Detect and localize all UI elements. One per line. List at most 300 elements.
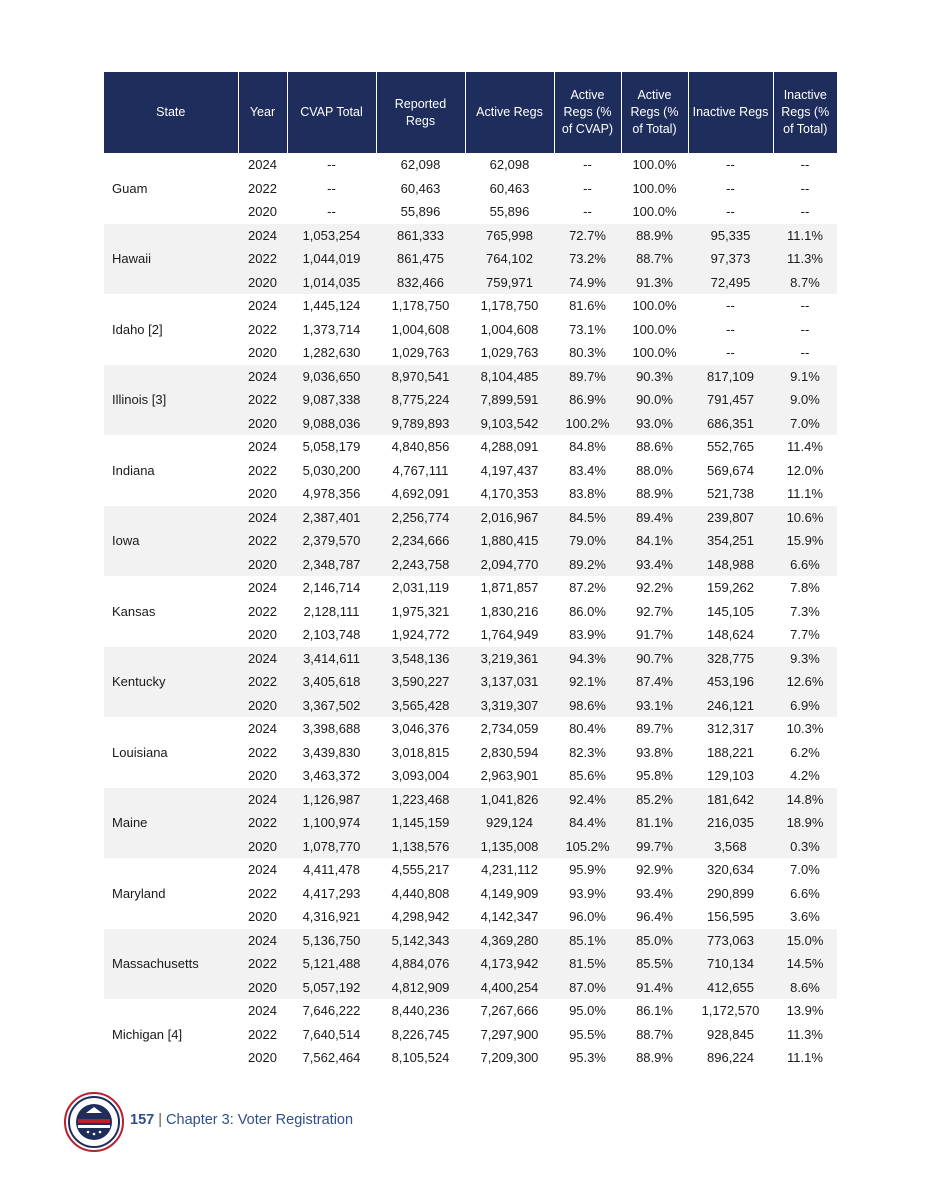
- cvap-total-cell: 4,978,356: [302, 486, 361, 502]
- active-pct-total-cell: 88.9%: [636, 1050, 673, 1066]
- year-cell: 2020: [248, 1050, 277, 1066]
- state-group: [104, 224, 837, 295]
- active-pct-cvap-cell: 84.4%: [554, 811, 621, 835]
- year-cell: 2022: [238, 811, 287, 835]
- reported-regs-cell: 2,243,758: [376, 553, 465, 577]
- reported-regs-cell: 4,812,909: [376, 976, 465, 1000]
- cvap-total-cell: 7,640,514: [302, 1026, 361, 1042]
- active-pct-total-cell: 95.8%: [636, 768, 673, 784]
- inactive-regs-cell: 181,642: [688, 788, 773, 812]
- inactive-pct-cell: 7.0%: [773, 412, 837, 436]
- active-regs-cell: 1,178,750: [480, 298, 539, 314]
- reported-regs-cell: 861,333: [376, 224, 465, 248]
- cvap-total-cell: 2,128,111: [303, 603, 360, 619]
- inactive-regs-cell: 710,134: [688, 952, 773, 976]
- table-row: [104, 929, 837, 953]
- table-row: [104, 576, 837, 600]
- cvap-total-cell: 2,103,748: [302, 627, 361, 643]
- active-pct-cvap-cell: 87.2%: [569, 580, 606, 596]
- reported-regs-cell: 1,924,772: [391, 627, 450, 643]
- active-regs-cell: 765,998: [465, 224, 554, 248]
- active-pct-cvap-cell: 73.2%: [554, 247, 621, 271]
- reported-regs-cell: 1,178,750: [391, 298, 450, 314]
- inactive-pct-cell: 7.3%: [790, 603, 820, 619]
- inactive-pct-cell: 6.6%: [773, 553, 837, 577]
- year-cell: 2020: [238, 553, 287, 577]
- active-pct-total-cell: 88.7%: [636, 1026, 673, 1042]
- cvap-total-cell: 2,146,714: [302, 580, 361, 596]
- reported-regs-cell: 3,565,428: [376, 694, 465, 718]
- inactive-regs-cell: 354,251: [688, 529, 773, 553]
- cvap-total-cell: 4,316,921: [302, 909, 361, 925]
- active-regs-cell: 2,734,059: [480, 721, 539, 737]
- active-pct-cvap-cell: --: [583, 204, 592, 220]
- active-pct-cvap-cell: 96.0%: [569, 909, 606, 925]
- inactive-regs-cell: 552,765: [707, 439, 754, 455]
- chapter-title: Chapter 3: Voter Registration: [166, 1112, 354, 1128]
- cvap-total-cell: 7,562,464: [302, 1050, 361, 1066]
- inactive-regs-cell: 928,845: [707, 1026, 754, 1042]
- active-pct-total-cell: 100.0%: [632, 180, 677, 196]
- state-name-cell: Maryland: [112, 885, 166, 901]
- table-row: [104, 858, 837, 882]
- reported-regs-cell: 8,970,541: [376, 365, 465, 389]
- reported-regs-cell: 1,029,763: [391, 345, 450, 361]
- active-regs-cell: 3,219,361: [465, 647, 554, 671]
- active-regs-cell: 4,170,353: [480, 486, 539, 502]
- reported-regs-cell: 9,789,893: [376, 412, 465, 436]
- cvap-total-cell: 1,044,019: [287, 247, 376, 271]
- table-row: [104, 506, 837, 530]
- cvap-total-cell: 3,414,611: [287, 647, 376, 671]
- reported-regs-cell: 832,466: [376, 271, 465, 295]
- state-group: [104, 647, 837, 718]
- inactive-pct-cell: 9.0%: [773, 388, 837, 412]
- inactive-pct-cell: --: [800, 157, 810, 173]
- reported-regs-cell: 4,840,856: [391, 439, 450, 455]
- active-pct-total-cell: 93.0%: [621, 412, 688, 436]
- reported-regs-cell: 4,767,111: [392, 462, 449, 478]
- state-group: [104, 506, 837, 577]
- table-row: [104, 224, 837, 248]
- inactive-regs-cell: 145,105: [707, 603, 754, 619]
- inactive-regs-cell: 156,595: [707, 909, 754, 925]
- active-pct-cvap-cell: 95.3%: [569, 1050, 606, 1066]
- inactive-pct-cell: 3.6%: [790, 909, 820, 925]
- inactive-pct-cell: 9.3%: [773, 647, 837, 671]
- inactive-regs-cell: 72,495: [688, 271, 773, 295]
- state-group: [104, 576, 837, 647]
- inactive-pct-cell: 6.9%: [773, 694, 837, 718]
- state-group: [104, 153, 837, 224]
- table-row: [104, 717, 837, 741]
- state-group: [104, 929, 837, 1000]
- inactive-regs-cell: --: [726, 345, 735, 361]
- inactive-regs-cell: 148,624: [707, 627, 754, 643]
- state-name-cell: Massachusetts: [104, 929, 238, 1000]
- active-pct-cvap-cell: 85.6%: [569, 768, 606, 784]
- active-regs-cell: 1,029,763: [480, 345, 539, 361]
- inactive-regs-cell: 453,196: [688, 670, 773, 694]
- year-cell: 2022: [238, 247, 287, 271]
- active-pct-cvap-cell: 87.0%: [554, 976, 621, 1000]
- active-regs-cell: 2,094,770: [465, 553, 554, 577]
- inactive-pct-cell: 14.5%: [773, 952, 837, 976]
- active-regs-cell: 3,137,031: [465, 670, 554, 694]
- inactive-pct-cell: 12.0%: [786, 462, 824, 478]
- year-cell: 2024: [248, 298, 277, 314]
- reported-regs-cell: 1,004,608: [391, 321, 450, 337]
- active-pct-cvap-cell: 93.9%: [569, 885, 606, 901]
- active-pct-cvap-cell: 83.9%: [569, 627, 606, 643]
- year-cell: 2024: [238, 647, 287, 671]
- year-cell: 2022: [238, 670, 287, 694]
- active-pct-total-cell: 87.4%: [621, 670, 688, 694]
- active-pct-total-cell: 92.9%: [636, 862, 673, 878]
- active-pct-cvap-cell: 81.6%: [569, 298, 606, 314]
- inactive-regs-cell: 97,373: [688, 247, 773, 271]
- year-cell: 2024: [248, 580, 277, 596]
- reported-regs-cell: 55,896: [400, 204, 441, 220]
- reported-regs-cell: 4,884,076: [376, 952, 465, 976]
- year-cell: 2020: [248, 486, 277, 502]
- state-group: [104, 999, 837, 1070]
- reported-regs-cell: 3,018,815: [391, 744, 450, 760]
- year-cell: 2024: [248, 157, 277, 173]
- inactive-regs-cell: 569,674: [707, 462, 754, 478]
- active-pct-cvap-cell: 72.7%: [554, 224, 621, 248]
- cvap-total-cell: --: [327, 204, 336, 220]
- active-regs-cell: 1,135,008: [465, 835, 554, 859]
- active-regs-cell: 4,400,254: [465, 976, 554, 1000]
- year-cell: 2024: [238, 929, 287, 953]
- active-pct-total-cell: 88.7%: [621, 247, 688, 271]
- year-cell: 2020: [248, 204, 277, 220]
- inactive-regs-cell: 159,262: [707, 580, 754, 596]
- reported-regs-cell: 3,046,376: [391, 721, 450, 737]
- inactive-regs-cell: 148,988: [688, 553, 773, 577]
- inactive-pct-cell: 7.7%: [790, 627, 820, 643]
- active-pct-cvap-cell: 84.8%: [569, 439, 606, 455]
- active-regs-cell: 759,971: [465, 271, 554, 295]
- cvap-total-cell: 2,379,570: [287, 529, 376, 553]
- state-group: [104, 365, 837, 436]
- active-pct-total-cell: 100.0%: [632, 345, 677, 361]
- state-name-cell: Idaho [2]: [112, 321, 163, 337]
- active-pct-cvap-cell: --: [583, 157, 592, 173]
- inactive-pct-cell: 11.1%: [773, 224, 837, 248]
- year-cell: 2022: [248, 321, 277, 337]
- footer-separator: |: [158, 1112, 163, 1128]
- year-cell: 2020: [248, 627, 277, 643]
- active-pct-total-cell: 92.2%: [636, 580, 673, 596]
- reported-regs-cell: 3,093,004: [391, 768, 450, 784]
- active-regs-cell: 4,369,280: [465, 929, 554, 953]
- inactive-regs-cell: 129,103: [707, 768, 754, 784]
- active-pct-cvap-cell: 80.4%: [569, 721, 606, 737]
- header-state: State: [104, 72, 238, 153]
- cvap-total-cell: 5,058,179: [302, 439, 361, 455]
- active-regs-cell: 1,004,608: [480, 321, 539, 337]
- cvap-total-cell: 9,087,338: [287, 388, 376, 412]
- state-name-cell: Illinois [3]: [104, 365, 238, 436]
- year-cell: 2020: [238, 694, 287, 718]
- inactive-regs-cell: 216,035: [688, 811, 773, 835]
- cvap-total-cell: 2,348,787: [287, 553, 376, 577]
- inactive-regs-cell: 320,634: [707, 862, 754, 878]
- cvap-total-cell: 3,463,372: [302, 768, 361, 784]
- active-pct-total-cell: 100.0%: [632, 157, 677, 173]
- inactive-pct-cell: 12.6%: [773, 670, 837, 694]
- year-cell: 2022: [238, 388, 287, 412]
- inactive-pct-cell: 11.3%: [787, 1026, 823, 1042]
- header-cvap-total: CVAP Total: [287, 72, 376, 153]
- active-regs-cell: 4,231,112: [481, 862, 538, 878]
- active-pct-total-cell: 89.7%: [636, 721, 673, 737]
- inactive-regs-cell: 3,568: [688, 835, 773, 859]
- inactive-regs-cell: 896,224: [707, 1050, 754, 1066]
- inactive-pct-cell: 10.6%: [773, 506, 837, 530]
- active-pct-cvap-cell: 92.4%: [554, 788, 621, 812]
- page-footer: [64, 1092, 464, 1156]
- inactive-regs-cell: 328,775: [688, 647, 773, 671]
- table-row: [104, 788, 837, 812]
- table-row: [104, 647, 837, 671]
- reported-regs-cell: 8,226,745: [391, 1026, 450, 1042]
- active-pct-cvap-cell: 86.9%: [554, 388, 621, 412]
- reported-regs-cell: 2,234,666: [376, 529, 465, 553]
- state-group: [104, 717, 837, 788]
- cvap-total-cell: 1,282,630: [302, 345, 361, 361]
- header-active-pct-cvap: Active Regs (% of CVAP): [554, 72, 621, 153]
- inactive-regs-cell: 1,172,570: [701, 1003, 760, 1019]
- state-group: [104, 435, 837, 506]
- inactive-regs-cell: 239,807: [688, 506, 773, 530]
- inactive-regs-cell: 312,317: [707, 721, 754, 737]
- voter-registration-table: [104, 72, 837, 1070]
- active-pct-total-cell: 91.7%: [636, 627, 673, 643]
- cvap-total-cell: --: [327, 157, 336, 173]
- active-regs-cell: 60,463: [489, 180, 530, 196]
- active-regs-cell: 3,319,307: [465, 694, 554, 718]
- active-pct-cvap-cell: 94.3%: [554, 647, 621, 671]
- active-pct-cvap-cell: 86.0%: [569, 603, 606, 619]
- cvap-total-cell: 5,057,192: [287, 976, 376, 1000]
- active-pct-cvap-cell: 80.3%: [569, 345, 606, 361]
- inactive-pct-cell: --: [800, 345, 810, 361]
- active-pct-cvap-cell: 95.9%: [569, 862, 606, 878]
- active-regs-cell: 62,098: [489, 157, 530, 173]
- cvap-total-cell: 4,417,293: [302, 885, 361, 901]
- cvap-total-cell: 5,121,488: [287, 952, 376, 976]
- active-pct-total-cell: 96.4%: [636, 909, 673, 925]
- reported-regs-cell: 3,590,227: [376, 670, 465, 694]
- reported-regs-cell: 4,555,217: [391, 862, 450, 878]
- year-cell: 2020: [248, 909, 277, 925]
- active-pct-total-cell: 93.4%: [636, 885, 673, 901]
- active-regs-cell: 4,173,942: [465, 952, 554, 976]
- page-number: 157: [130, 1112, 155, 1128]
- active-regs-cell: 7,209,300: [480, 1050, 539, 1066]
- reported-regs-cell: 8,105,524: [391, 1050, 450, 1066]
- active-pct-total-cell: 93.4%: [621, 553, 688, 577]
- active-regs-cell: 1,764,949: [480, 627, 539, 643]
- inactive-pct-cell: 10.3%: [786, 721, 824, 737]
- active-pct-total-cell: 88.0%: [636, 462, 673, 478]
- inactive-pct-cell: 0.3%: [773, 835, 837, 859]
- header-inactive-pct: Inactive Regs (% of Total): [773, 72, 837, 153]
- cvap-total-cell: 3,405,618: [287, 670, 376, 694]
- table-row: [104, 435, 837, 459]
- year-cell: 2022: [248, 744, 277, 760]
- state-name-cell: Kentucky: [104, 647, 238, 718]
- year-cell: 2022: [248, 1026, 277, 1042]
- inactive-pct-cell: 8.7%: [773, 271, 837, 295]
- inactive-regs-cell: 95,335: [688, 224, 773, 248]
- active-pct-total-cell: 88.9%: [621, 224, 688, 248]
- active-pct-total-cell: 84.1%: [621, 529, 688, 553]
- cvap-total-cell: 2,387,401: [287, 506, 376, 530]
- inactive-regs-cell: 686,351: [688, 412, 773, 436]
- cvap-total-cell: 1,014,035: [287, 271, 376, 295]
- active-pct-total-cell: 85.5%: [621, 952, 688, 976]
- active-regs-cell: 2,830,594: [480, 744, 539, 760]
- reported-regs-cell: 1,223,468: [376, 788, 465, 812]
- active-pct-total-cell: 89.4%: [621, 506, 688, 530]
- cvap-total-cell: 9,036,650: [287, 365, 376, 389]
- table-row: [104, 365, 837, 389]
- year-cell: 2024: [248, 721, 277, 737]
- active-regs-cell: 9,103,542: [465, 412, 554, 436]
- active-pct-total-cell: 99.7%: [621, 835, 688, 859]
- reported-regs-cell: 60,463: [400, 180, 441, 196]
- year-cell: 2022: [248, 603, 277, 619]
- inactive-pct-cell: 15.0%: [773, 929, 837, 953]
- cvap-total-cell: 1,126,987: [287, 788, 376, 812]
- year-cell: 2024: [238, 506, 287, 530]
- table-row: [104, 294, 837, 318]
- inactive-pct-cell: 14.8%: [773, 788, 837, 812]
- inactive-pct-cell: 11.1%: [787, 1050, 823, 1066]
- active-pct-total-cell: 100.0%: [632, 298, 677, 314]
- active-pct-total-cell: 88.6%: [636, 439, 673, 455]
- table-header-row: [104, 72, 837, 153]
- reported-regs-cell: 2,031,119: [392, 580, 449, 596]
- cvap-total-cell: 3,439,830: [302, 744, 361, 760]
- cvap-total-cell: 5,030,200: [302, 462, 361, 478]
- state-name-cell: Guam: [112, 180, 148, 196]
- active-regs-cell: 55,896: [489, 204, 530, 220]
- active-regs-cell: 4,197,437: [480, 462, 539, 478]
- active-pct-cvap-cell: 79.0%: [554, 529, 621, 553]
- year-cell: 2024: [248, 439, 277, 455]
- reported-regs-cell: 1,975,321: [391, 603, 450, 619]
- inactive-regs-cell: 290,899: [707, 885, 754, 901]
- active-regs-cell: 1,871,857: [480, 580, 539, 596]
- cvap-total-cell: 1,100,974: [287, 811, 376, 835]
- reported-regs-cell: 2,256,774: [376, 506, 465, 530]
- active-pct-total-cell: 93.8%: [636, 744, 673, 760]
- active-regs-cell: 2,963,901: [480, 768, 539, 784]
- reported-regs-cell: 8,440,236: [391, 1003, 450, 1019]
- state-name-cell: Michigan [4]: [112, 1026, 183, 1042]
- year-cell: 2020: [238, 271, 287, 295]
- reported-regs-cell: 3,548,136: [376, 647, 465, 671]
- active-pct-total-cell: 86.1%: [636, 1003, 673, 1019]
- year-cell: 2022: [248, 885, 277, 901]
- active-regs-cell: 929,124: [465, 811, 554, 835]
- inactive-regs-cell: 773,063: [688, 929, 773, 953]
- cvap-total-cell: 3,367,502: [287, 694, 376, 718]
- active-pct-cvap-cell: 95.0%: [569, 1003, 606, 1019]
- year-cell: 2024: [238, 365, 287, 389]
- year-cell: 2020: [238, 976, 287, 1000]
- state-name-cell: Iowa: [104, 506, 238, 577]
- reported-regs-cell: 62,098: [400, 157, 441, 173]
- inactive-regs-cell: --: [726, 204, 735, 220]
- active-pct-cvap-cell: 89.7%: [554, 365, 621, 389]
- year-cell: 2024: [238, 788, 287, 812]
- header-year: Year: [238, 72, 287, 153]
- active-regs-cell: 7,267,666: [480, 1003, 539, 1019]
- year-cell: 2020: [238, 835, 287, 859]
- active-pct-total-cell: 92.7%: [636, 603, 673, 619]
- active-regs-cell: 7,899,591: [465, 388, 554, 412]
- year-cell: 2024: [248, 862, 277, 878]
- inactive-regs-cell: --: [726, 321, 735, 337]
- header-reported-regs: Reported Regs: [376, 72, 465, 153]
- active-regs-cell: 1,880,415: [465, 529, 554, 553]
- inactive-regs-cell: 412,655: [688, 976, 773, 1000]
- active-pct-cvap-cell: 73.1%: [569, 321, 606, 337]
- cvap-total-cell: 1,078,770: [287, 835, 376, 859]
- reported-regs-cell: 861,475: [376, 247, 465, 271]
- inactive-regs-cell: 188,221: [707, 744, 754, 760]
- active-pct-cvap-cell: 98.6%: [554, 694, 621, 718]
- year-cell: 2020: [238, 412, 287, 436]
- cvap-total-cell: 9,088,036: [287, 412, 376, 436]
- state-name-cell: Kansas: [112, 603, 156, 619]
- inactive-pct-cell: 7.0%: [790, 862, 820, 878]
- header-active-pct-total: Active Regs (% of Total): [621, 72, 688, 153]
- inactive-regs-cell: 521,738: [707, 486, 754, 502]
- state-name-cell: Indiana: [112, 462, 155, 478]
- year-cell: 2024: [248, 1003, 277, 1019]
- active-pct-cvap-cell: 92.1%: [554, 670, 621, 694]
- active-pct-cvap-cell: 100.2%: [554, 412, 621, 436]
- year-cell: 2020: [248, 768, 277, 784]
- active-regs-cell: 1,830,216: [480, 603, 539, 619]
- year-cell: 2020: [248, 345, 277, 361]
- active-pct-total-cell: 88.9%: [636, 486, 673, 502]
- reported-regs-cell: 4,440,808: [391, 885, 450, 901]
- active-pct-total-cell: 100.0%: [632, 321, 677, 337]
- active-pct-cvap-cell: 105.2%: [554, 835, 621, 859]
- inactive-pct-cell: 7.8%: [790, 580, 820, 596]
- inactive-regs-cell: --: [726, 157, 735, 173]
- header-active-regs: Active Regs: [465, 72, 554, 153]
- active-pct-total-cell: 91.3%: [621, 271, 688, 295]
- inactive-regs-cell: --: [726, 298, 735, 314]
- inactive-regs-cell: 246,121: [688, 694, 773, 718]
- year-cell: 2022: [238, 952, 287, 976]
- state-name-cell: Maine: [104, 788, 238, 859]
- state-group: [104, 788, 837, 859]
- active-regs-cell: 4,288,091: [480, 439, 539, 455]
- inactive-pct-cell: 13.9%: [786, 1003, 824, 1019]
- state-group: [104, 858, 837, 929]
- cvap-total-cell: 1,445,124: [302, 298, 361, 314]
